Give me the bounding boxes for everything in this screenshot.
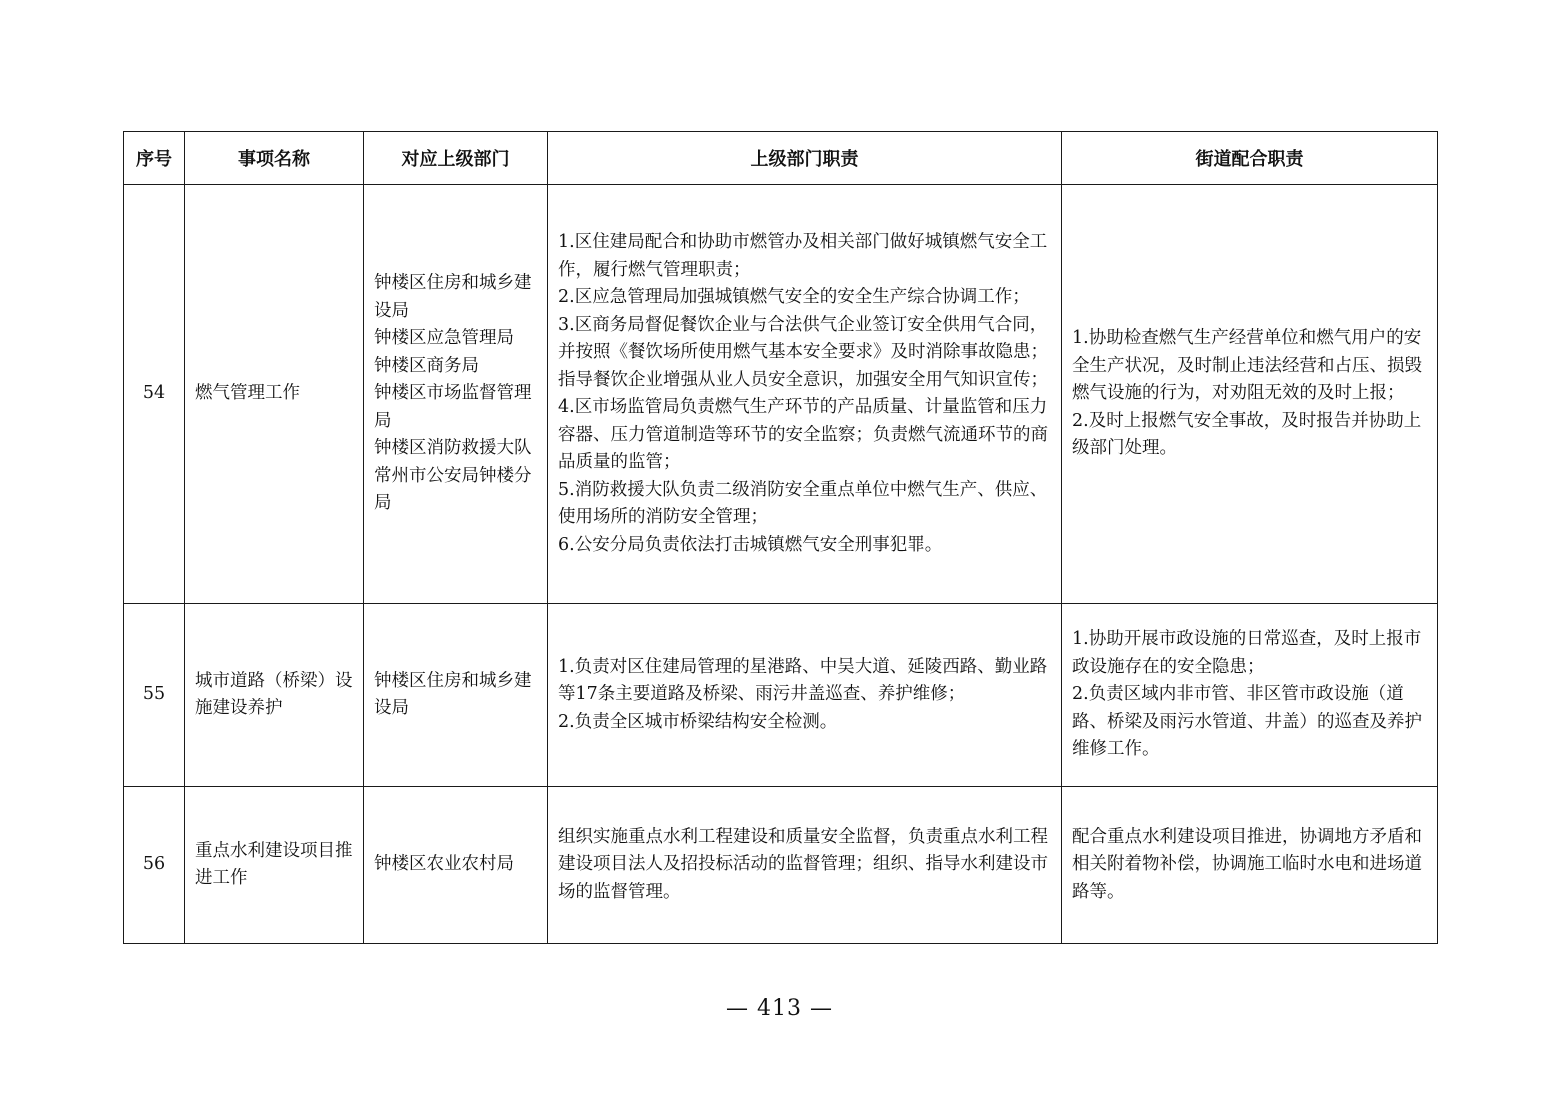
duty-item: 1.区住建局配合和协助市燃管办及相关部门做好城镇燃气安全工作，履行燃气管理职责； (558, 232, 1048, 280)
duty-item: 2.负责全区城市桥梁结构安全检测。 (558, 711, 838, 732)
table-row (124, 787, 1438, 944)
department-line: 钟楼区应急管理局 (374, 328, 514, 349)
department-line: 钟楼区市场监督管理局 (374, 383, 532, 431)
row-street-duty (1062, 185, 1438, 604)
duty-item: 2.及时上报燃气安全事故，及时报告并协助上级部门处理。 (1072, 410, 1422, 459)
duty-item: 1.协助检查燃气生产经营单位和燃气用户的安全生产状况，及时制止违法经营和占压、损毁燃气设施的行为，对劝阻无效的及时上报； (1072, 328, 1422, 404)
row-department (364, 787, 548, 944)
row-street-duty (1062, 604, 1438, 787)
row-index: 54 (124, 185, 185, 604)
header-superior-duty: 上级部门职责 (548, 132, 1062, 185)
header-row (124, 132, 1438, 185)
duty-item: 2.区应急管理局加强城镇燃气安全的安全生产综合协调工作； (558, 287, 1030, 307)
duty-item: 1.负责对区住建局管理的星港路、中吴大道、延陵西路、勤业路等17条主要道路及桥梁、雨污井盖巡查、养护维修； (558, 656, 1048, 705)
duty-item: 3.区商务局督促餐饮企业与合法供气企业签订安全供用气合同，并按照《餐饮场所使用燃气基本安全要求》及时消除事故隐患；指导餐饮企业增强从业人员安全意识，加强安全用气知识宣传； (558, 314, 1048, 390)
header-street-duty: 街道配合职责 (1062, 132, 1438, 185)
duty-item: 2.负责区域内非市管、非区管市政设施（道路、桥梁及雨污水管道、井盖）的巡查及养护维修工作。 (1072, 684, 1422, 760)
row-item-name: 城市道路（桥梁）设施建设养护 (185, 604, 364, 787)
page-number: — 413 — (726, 996, 833, 1021)
row-superior-duty (548, 787, 1062, 944)
department-line: 钟楼区消防救援大队 (374, 438, 532, 459)
row-index: 55 (124, 604, 185, 787)
row-department (364, 604, 548, 787)
table-row (124, 604, 1438, 787)
header-department: 对应上级部门 (364, 132, 548, 185)
duty-item: 4.区市场监管局负责燃气生产环节的产品质量、计量监管和压力容器、压力管道制造等环节的安全监察；负责燃气流通环节的商品质量的监管； (558, 397, 1048, 472)
department-line: 钟楼区住房和城乡建设局 (374, 670, 532, 718)
duty-item: 6.公安分局负责依法打击城镇燃气安全刑事犯罪。 (558, 534, 943, 555)
department-line: 钟楼区农业农村局 (374, 854, 514, 875)
department-line: 常州市公安局钟楼分局 (374, 465, 532, 514)
row-street-duty (1062, 787, 1438, 944)
header-item-name: 事项名称 (185, 132, 364, 185)
duty-item: 配合重点水利建设项目推进，协调地方矛盾和相关附着物补偿，协调施工临时水电和进场道路等。 (1072, 826, 1422, 902)
table-row (124, 185, 1438, 604)
duty-table (123, 131, 1438, 944)
department-line: 钟楼区住房和城乡建设局 (374, 273, 532, 321)
row-item-name: 燃气管理工作 (185, 185, 364, 604)
department-line: 钟楼区商务局 (374, 355, 479, 376)
duty-item: 组织实施重点水利工程建设和质量安全监督，负责重点水利工程建设项目法人及招投标活动的监督管理；组织、指导水利建设市场的监督管理。 (558, 826, 1048, 902)
row-superior-duty (548, 185, 1062, 604)
row-item-name: 重点水利建设项目推进工作 (185, 787, 364, 944)
duty-item: 1.协助开展市政设施的日常巡查，及时上报市政设施存在的安全隐患； (1072, 629, 1422, 677)
header-index: 序号 (124, 132, 185, 185)
row-index: 56 (124, 787, 185, 944)
duty-item: 5.消防救援大队负责二级消防安全重点单位中燃气生产、供应、使用场所的消防安全管理； (558, 479, 1048, 527)
row-superior-duty (548, 604, 1062, 787)
row-department (364, 185, 548, 604)
